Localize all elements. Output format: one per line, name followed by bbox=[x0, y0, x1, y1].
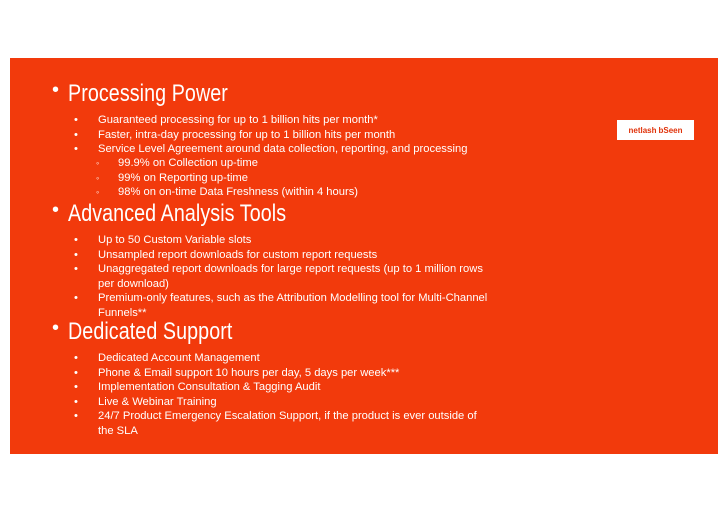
sub-list-item: ◦ 99% on Reporting up-time bbox=[96, 171, 248, 184]
list-item: • Service Level Agreement around data collection, reporting, and processing bbox=[74, 143, 468, 155]
list-item: • Unsampled report downloads for custom report requests bbox=[74, 248, 378, 261]
list-item: • Implementation Consultation & Tagging Audit bbox=[74, 381, 321, 393]
sub-list-item: ◦ 98% on on-time Data Freshness (within 4 hours) bbox=[96, 186, 359, 198]
sub-list-item: ◦ 99.9% on Collection up-time bbox=[96, 157, 258, 169]
list-item: • Up to 50 Custom Variable slots bbox=[74, 234, 252, 246]
heading-bullet: • bbox=[52, 199, 60, 221]
slide-background bbox=[10, 58, 718, 454]
processing-power-sublist bbox=[10, 156, 358, 200]
list-item: • Live & Webinar Training bbox=[74, 395, 217, 408]
list-item: • Faster, intra-day processing for up to 1 billion hits per month bbox=[74, 128, 396, 141]
section-heading-advanced-analysis-tools bbox=[52, 199, 334, 228]
advanced-analysis-list bbox=[10, 233, 487, 320]
list-item: • Dedicated Account Management bbox=[74, 352, 260, 364]
section-title: Processing Power bbox=[68, 80, 228, 107]
section-heading-dedicated-support bbox=[52, 317, 269, 346]
section-title: Advanced Analysis Tools bbox=[68, 200, 287, 227]
dedicated-support-list bbox=[10, 351, 477, 438]
heading-bullet: • bbox=[52, 79, 60, 101]
list-item: • 24/7 Product Emergency Escalation Support, if the product is ever outside of the SLA bbox=[74, 410, 477, 437]
list-item: • Guaranteed processing for up to 1 billion hits per month* bbox=[74, 114, 378, 126]
heading-bullet: • bbox=[52, 317, 60, 339]
section-heading-processing-power bbox=[52, 79, 263, 108]
netlash-bseen-logo: netlash bSeen bbox=[617, 120, 694, 140]
processing-power-list bbox=[10, 113, 467, 157]
section-title: Dedicated Support bbox=[68, 318, 233, 345]
list-item: • Premium-only features, such as the Attribution Modelling tool for Multi-Channel Funnels** bbox=[74, 292, 488, 319]
list-item: • Unaggregated report downloads for large report requests (up to 1 million rows per download) bbox=[74, 263, 483, 290]
list-item: • Phone & Email support 10 hours per day, 5 days per week*** bbox=[74, 366, 400, 379]
